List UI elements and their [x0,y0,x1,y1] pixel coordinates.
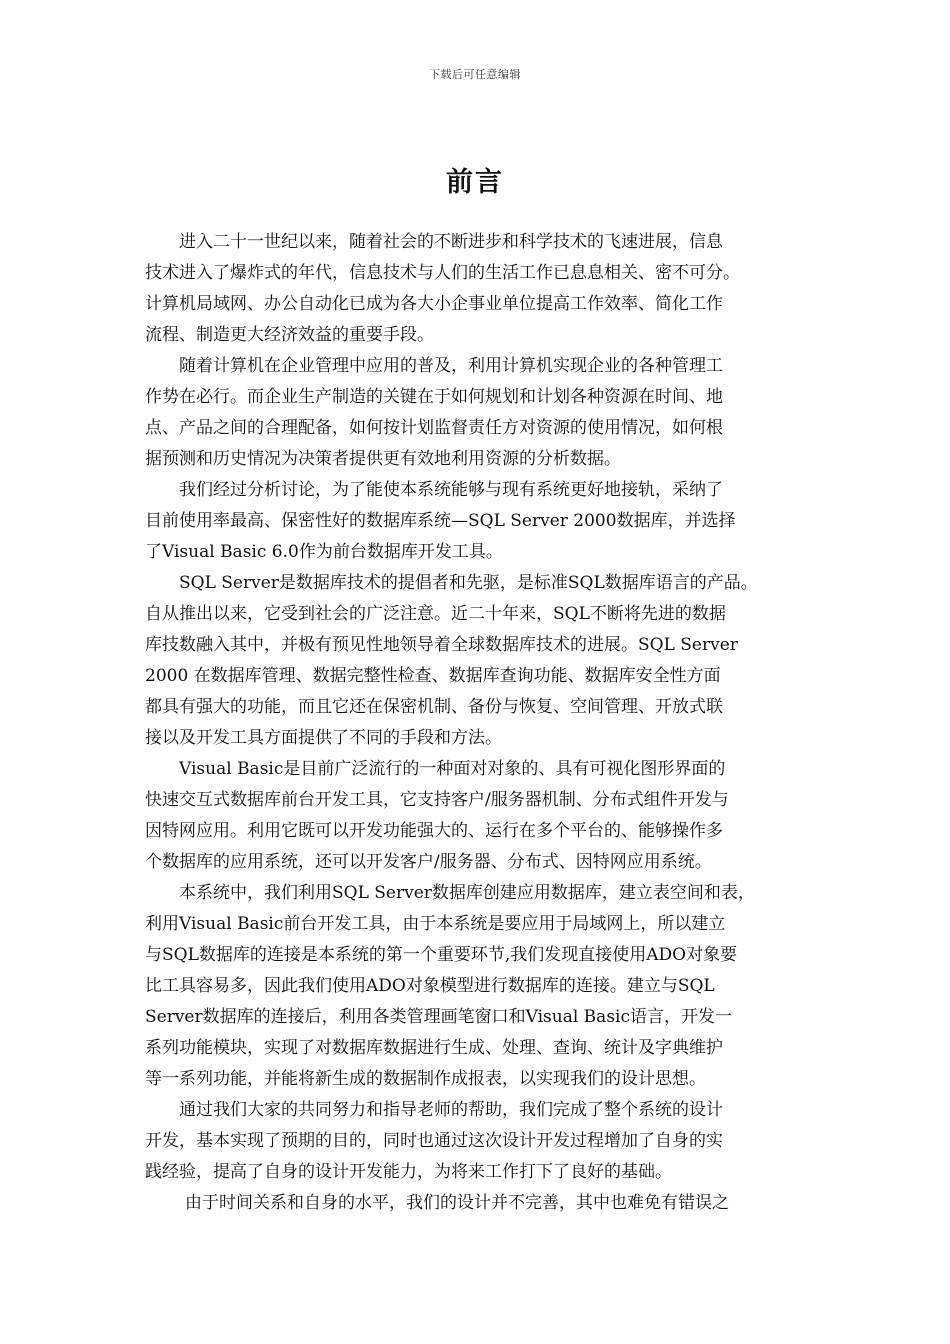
page-title: 前言 [446,167,504,198]
text-line: 技术进入了爆炸式的年代，信息技术与人们的生活工作已息息相关、密不可分。 [145,263,740,283]
text-line: 进入二十一世纪以来，随着社会的不断进步和科学技术的飞速进展，信息 [179,232,723,252]
paragraph-intro [145,227,811,351]
text-line: 库技数融入其中，并极有预见性地领导着全球数据库技术的进展。SQL Server [145,635,738,655]
text-line: 践经验，提高了自身的设计开发能力，为将来工作打下了良好的基础。 [145,1162,672,1182]
text-line: SQL Server是数据库技术的提倡者和先驱，是标准SQL数据库语言的产品。 [179,573,758,593]
text-line: 都具有强大的功能，而且它还在保密机制、备份与恢复、空间管理、开放式联 [145,697,723,717]
paragraph-closing [145,1188,811,1219]
text-line: 了Visual Basic 6.0作为前台数据库开发工具。 [145,542,503,562]
text-line: 计算机局域网、办公自动化已成为各大小企事业单位提高工作效率、简化工作 [145,294,723,314]
paragraph-choice [145,475,811,568]
text-line: 点、产品之间的合理配备，如何按计划监督责任方对资源的使用情况，如何根 [145,418,723,438]
text-line: 个数据库的应用系统，还可以开发客户/服务器、分布式、因特网应用系统。 [145,852,712,872]
text-line: 系列功能模块，实现了对数据库数据进行生成、处理、查询、统计及字典维护 [145,1038,723,1058]
paragraph-thanks [145,1095,811,1188]
text-line: 据预测和历史情况为决策者提供更有效地利用资源的分析数据。 [145,449,621,469]
text-line: 我们经过分析讨论，为了能使本系统能够与现有系统更好地接轨，采纳了 [179,480,723,500]
text-line: 作势在必行。而企业生产制造的关键在于如何规划和计划各种资源在时间、地 [145,387,723,407]
text-line: 与SQL数据库的连接是本系统的第一个重要环节,我们发现直接使用ADO对象要 [145,945,738,965]
text-line: 自从推出以来，它受到社会的广泛注意。近二十年来，SQL不断将先进的数据 [145,604,726,624]
text-line: 随着计算机在企业管理中应用的普及，利用计算机实现企业的各种管理工 [179,356,723,376]
text-line: 通过我们大家的共同努力和指导老师的帮助，我们完成了整个系统的设计 [179,1100,723,1120]
text-line: 目前使用率最高、保密性好的数据库系统—SQL Server 2000数据库，并选择 [145,511,736,531]
text-line: Visual Basic是目前广泛流行的一种面对对象的、具有可视化图形界面的 [179,759,726,779]
header-note: 下载后可任意编辑 [429,68,521,81]
paragraph-visual-basic [145,754,811,878]
text-line: 因特网应用。利用它既可以开发功能强大的、运行在多个平台的、能够操作多 [145,821,723,841]
text-line: 2000 在数据库管理、数据完整性检查、数据库查询功能、数据库安全性方面 [145,666,721,686]
paragraph-sql-server [145,568,811,754]
paragraph-management [145,351,811,475]
text-line: Server数据库的连接后，利用各类管理画笔窗口和Visual Basic语言，开发一 [145,1007,732,1027]
text-line: 比工具容易多，因此我们使用ADO对象模型进行数据库的连接。建立与SQL [145,976,715,996]
text-line: 快速交互式数据库前台开发工具，它支持客户/服务器机制、分布式组件开发与 [145,790,729,810]
text-line: 由于时间关系和自身的水平，我们的设计并不完善，其中也难免有错误之 [185,1193,729,1213]
text-line: 等一系列功能，并能将新生成的数据制作成报表，以实现我们的设计思想。 [145,1069,706,1089]
text-line: 接以及开发工具方面提供了不同的手段和方法。 [145,728,502,748]
text-line: 本系统中，我们利用SQL Server数据库创建应用数据库，建立表空间和表， [179,883,755,903]
text-line: 开发，基本实现了预期的目的，同时也通过这次设计开发过程增加了自身的实 [145,1131,723,1151]
body-text [145,227,811,1219]
text-line: 利用Visual Basic前台开发工具，由于本系统是要应用于局域网上，所以建立 [145,914,726,934]
text-line: 流程、制造更大经济效益的重要手段。 [145,325,434,345]
paragraph-system [145,878,811,1095]
